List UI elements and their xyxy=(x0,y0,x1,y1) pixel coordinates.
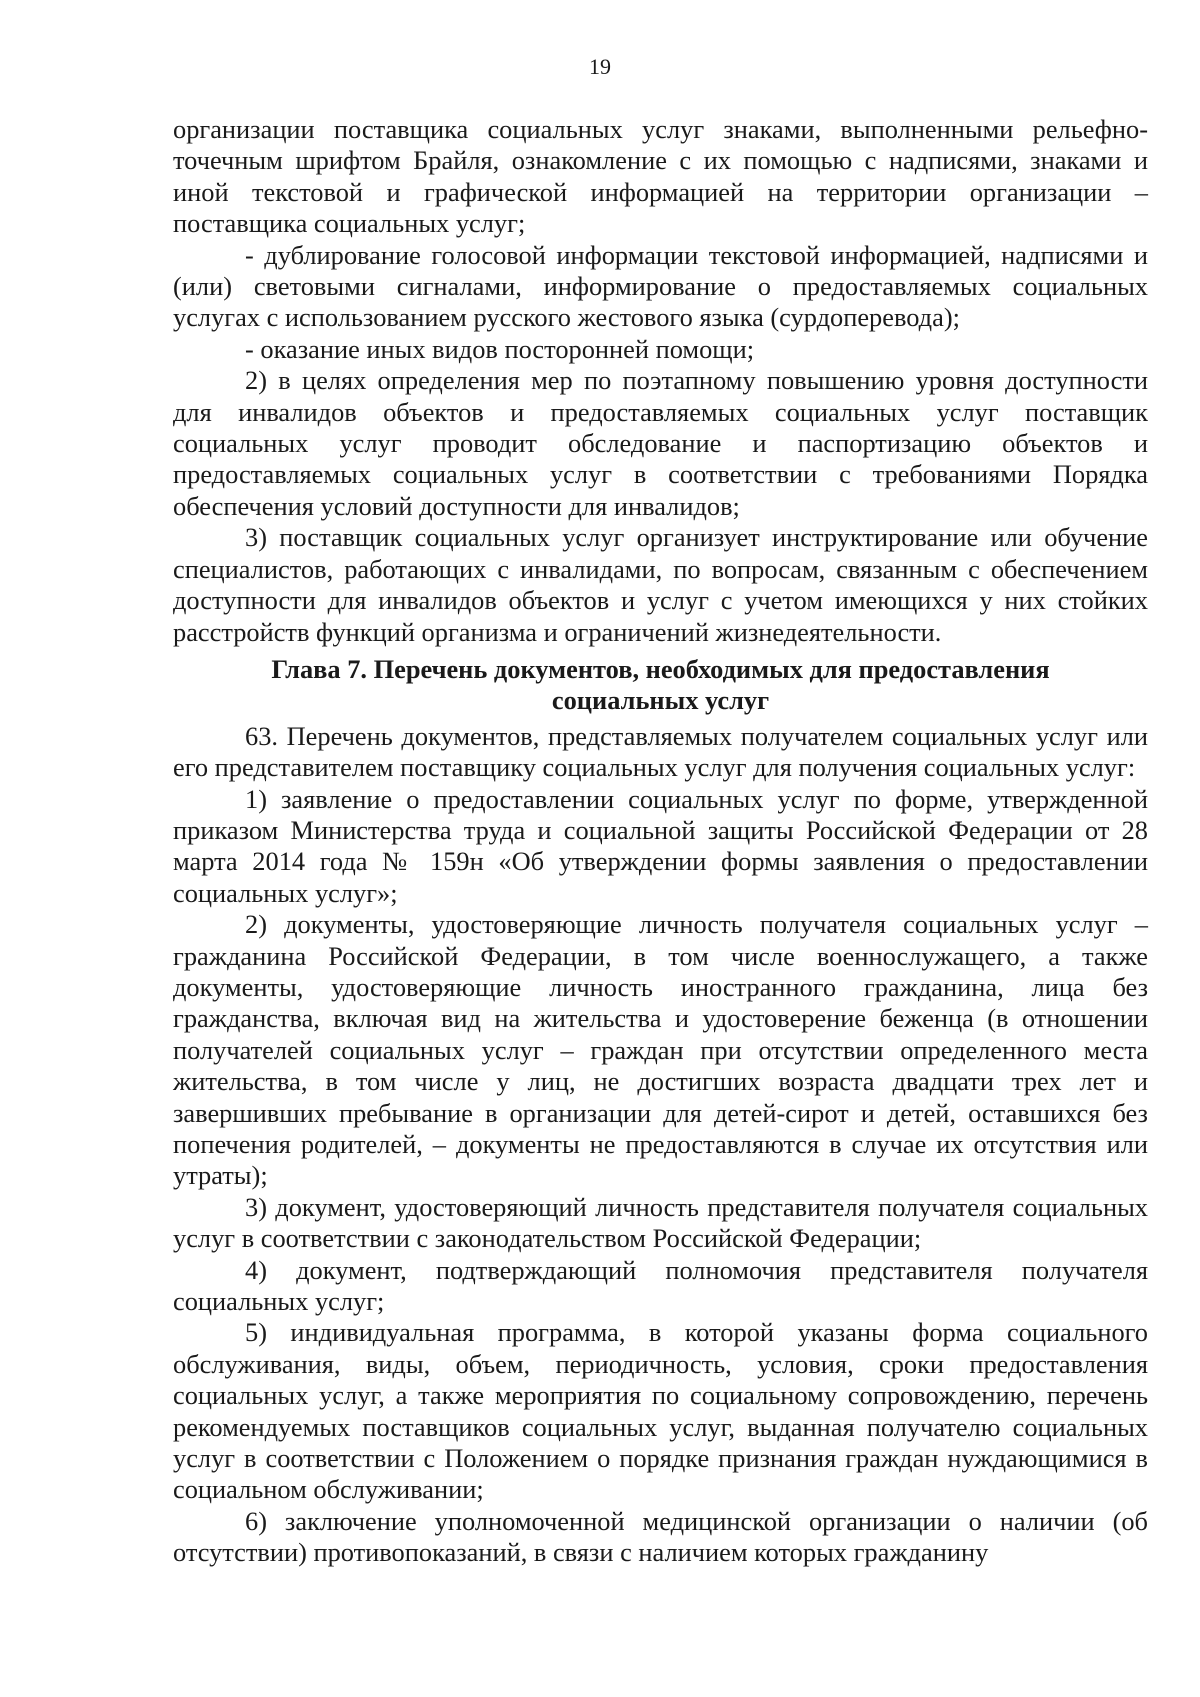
document-body xyxy=(173,114,1148,1569)
paragraph-p2: - дублирование голосовой информации текстовой информацией, надписями и (или) световыми сигналами, информирование о предоставляемых социальных услугах с использованием русского жестового языка (сурдоперевода); xyxy=(173,239,1148,333)
paragraph-p8: 2) документы, удостоверяющие личность получателя социальных услуг – гражданина Российской Федерации, в том числе военнослужащего, а также документы, удостоверяющие личность иностранного гражданина, лица без гражданства, включая вид на жительства и удостоверение беженца (в отношении получателей социальных услуг – граждан при отсутствии определенного места жительства, в том числе у лиц, не достигших возраста двадцати трех лет и завершивших пребывание в организации для детей-сирот и детей, оставшихся без попечения родителей, – документы не предоставляются в случае их отсутствия или утраты); xyxy=(173,909,1148,1191)
paragraphs-after-chapter xyxy=(173,721,1148,1569)
page-number: 19 xyxy=(589,54,611,79)
paragraph-p11: 5) индивидуальная программа, в которой указаны форма социального обслуживания, виды, объем, периодичность, условия, сроки предоставления социальных услуг, а также мероприятия по социальному сопровождению, перечень рекомендуемых поставщиков социальных услуг, выданная получателю социальных услуг в соответствии с Положением о порядке признания граждан нуждающимися в социальном обслуживании; xyxy=(173,1317,1148,1505)
chapter-heading-line-1: Глава 7. Перечень документов, необходимых для предоставления xyxy=(271,653,1050,684)
paragraphs-before-chapter xyxy=(173,114,1148,648)
paragraph-p4: 2) в целях определения мер по поэтапному повышению уровня доступности для инвалидов объектов и предоставляемых социальных услуг поставщик социальных услуг проводит обследование и паспортизацию объектов и предоставляемых социальных услуг в соответствии с требованиями Порядка обеспечения условий доступности для инвалидов; xyxy=(173,365,1148,521)
paragraph-p6: 63. Перечень документов, представляемых получателем социальных услуг или его представителем поставщику социальных услуг для получения социальных услуг: xyxy=(173,720,1148,783)
paragraph-p5: 3) поставщик социальных услуг организует инструктирование или обучение специалистов, работающих с инвалидами, по вопросам, связанным с обеспечением доступности для инвалидов объектов и услуг с учетом имеющихся у них стойких расстройств функций организма и ограничений жизнедеятельности. xyxy=(173,522,1148,647)
paragraph-p12: 6) заключение уполномоченной медицинской организации о наличии (об отсутствии) противопоказаний, в связи с наличием которых гражданину xyxy=(173,1505,1148,1568)
chapter-heading xyxy=(173,654,1148,717)
paragraph-p3: - оказание иных видов посторонней помощи; xyxy=(245,333,755,364)
paragraph-p7: 1) заявление о предоставлении социальных услуг по форме, утвержденной приказом Министерства труда и социальной защиты Российской Федерации от 28 марта 2014 года № 159н «Об утверждении формы заявления о предоставлении социальных услуг»; xyxy=(173,783,1148,908)
chapter-heading-line-2: социальных услуг xyxy=(551,685,770,716)
paragraph-p9: 3) документ, удостоверяющий личность представителя получателя социальных услуг в соответствии с законодательством Российской Федерации; xyxy=(173,1191,1148,1254)
paragraph-p10: 4) документ, подтверждающий полномочия представителя получателя социальных услуг; xyxy=(173,1254,1148,1317)
paragraph-p1: организации поставщика социальных услуг знаками, выполненными рельефно-точечным шрифтом Брайля, ознакомление с их помощью с надписями, знаками и иной текстовой и графической информацией на территории организации – поставщика социальных услуг; xyxy=(173,114,1148,239)
